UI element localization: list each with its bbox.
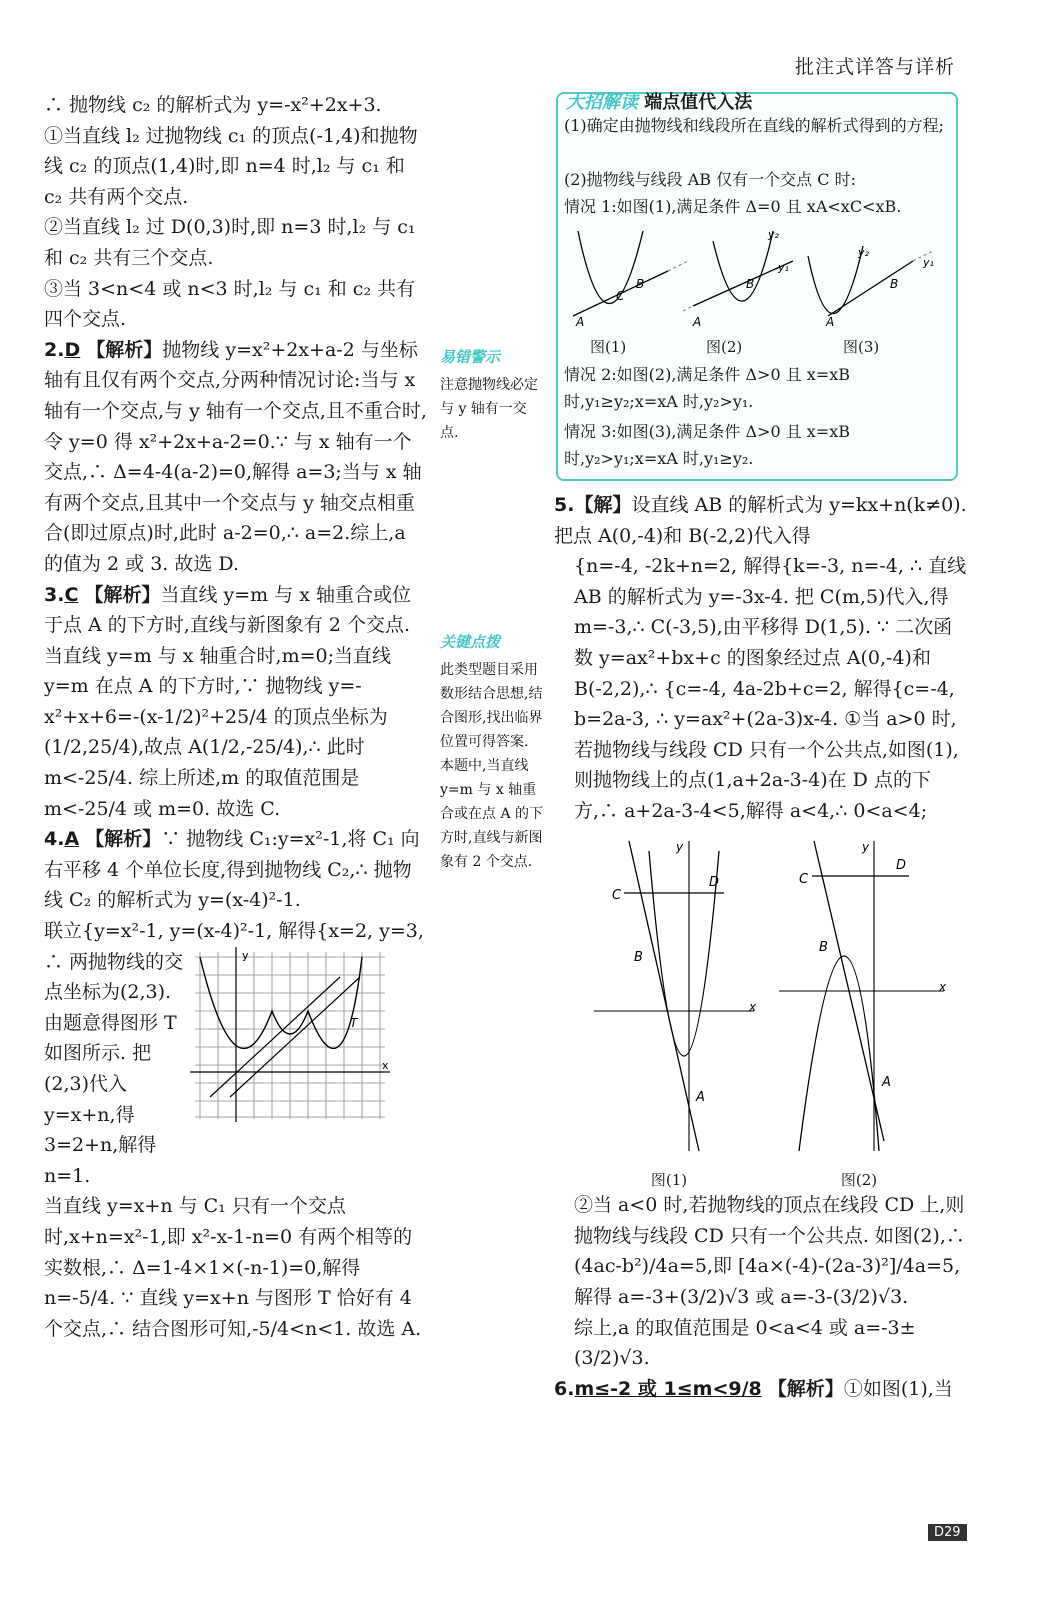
point-label: B <box>746 277 755 291</box>
answer-value: m≤-2 或 1≤m<9/8 <box>574 1377 762 1400</box>
question-text: 设直线 AB 的解析式为 y=kx+n(k≠0). 把点 A(0,-4)和 B(-2,2)代入得 <box>554 494 967 547</box>
analysis-tag: 【解析】 <box>85 828 162 851</box>
box-title-main: 大招解读 <box>566 92 638 113</box>
left-column <box>44 90 429 1344</box>
box-text: (1)确定由抛物线和线段所在直线的解析式得到的方程; <box>564 116 945 135</box>
method-tip-box <box>556 92 958 481</box>
text-line: ①当直线 l₂ 过抛物线 c₁ 的顶点(-1,4)和抛物线 c₂ 的顶点(1,4)时,即 n=4 时,l₂ 与 c₁ 和 c₂ 共有两个交点. <box>44 124 418 208</box>
box-text: 情况 1:如图(1),满足条件 Δ=0 且 xA<xC<xB. <box>564 197 902 216</box>
axis-label-y: y <box>676 839 684 854</box>
point-label: C <box>616 289 625 303</box>
answer-choice: A <box>64 828 80 851</box>
text-line: ③当 3<n<4 或 n<3 时,l₂ 与 c₁ 和 c₂ 共有四个交点. <box>44 277 416 331</box>
point-label: C <box>799 871 809 887</box>
figure-caption: 图(3) <box>843 338 880 356</box>
point-label: D <box>896 857 907 873</box>
question-number: 5. <box>554 494 575 516</box>
text-line: 当直线 y=x+n 与 C₁ 只有一个交点时,x+n=x²-1,即 x²-x-1-n=0 有两个相等的实数根,∴ Δ=1-4×1×(-n-1)=0,解得 n=-5/4. ∵ 直线 y=x+n 与图形 T 恰好有 4 个交点,∴ 结合图形可知,-5/4<n<1. 故选 A. <box>44 1195 422 1340</box>
question-text: ①如图(1),当 <box>843 1377 953 1400</box>
question-text: 抛物线 y=x²+2x+a-2 与坐标轴有且仅有两个交点,分两种情况讨论:当与 x 轴有一个交点,与 y 轴有一个交点,且不重合时,令 y=0 得 x²+2x+a-2=0.∵ 与 x 轴有一个交点,∴ Δ=4-4(a-2)=0,解得 a=3;当与 x 轴有两个交点,且其中一个交点与 y 轴交点相重合(即过原点)时,此时 a-2=0,∴ a=2.综上,a 的值为 2 或 3. 故选 D. <box>44 338 427 575</box>
axis-label-x: x <box>749 999 757 1014</box>
question-text: 当直线 y=m 与 x 轴重合或位于点 A 的下方时,直线与新图象有 2 个交点. 当直线 y=m 与 x 轴重合时,m=0;当直线 y=m 在点 A 的下方时,∵ 抛物线 y=-x²+x+6=-(x-1/2)²+25/4 的顶点坐标为(1/2,25/4),故点 A(1/2,-25/4),∴ 此时 m<-25/4. 综上所述,m 的取值范围是 m<-25/4 或 m=0. 故选 C. <box>44 583 412 820</box>
point-label: B <box>634 949 643 965</box>
axis-label-y: y <box>242 948 249 962</box>
text-line: 解得 a=-3+(3/2)√3 或 a=-3-(3/2)√3. <box>574 1285 909 1308</box>
point-label: A <box>696 1089 705 1105</box>
question-6 <box>554 1374 969 1405</box>
question-5 <box>554 490 969 551</box>
curve-label: y₁ <box>778 261 789 274</box>
text-line: 综上,a 的取值范围是 0<a<4 或 a=-3±(3/2)√3. <box>574 1316 916 1370</box>
note-text: 注意抛物线必定与 y 轴有一交点. <box>440 377 538 441</box>
point-label: B <box>890 277 899 291</box>
q5-graphs <box>574 831 954 1161</box>
axis-label-x: x <box>939 979 947 994</box>
figure-caption: 图(1) <box>590 338 627 356</box>
solution-tag: 【解】 <box>574 494 632 516</box>
question-number: 4. <box>44 828 65 851</box>
axis-label-x: x <box>382 1058 389 1072</box>
analysis-tag: 【解析】 <box>86 338 163 361</box>
margin-note-key <box>440 630 545 874</box>
note-title: 易错警示 <box>440 348 501 366</box>
text-line: ∴ 两抛物线的交点坐标为(2,3). 由题意得图形 T 如图所示. 把(2,3)代入 y=x+n,得 3=2+n,解得 n=1. <box>44 950 184 1187</box>
page-number: D29 <box>928 1524 967 1541</box>
box-diagrams <box>568 226 948 331</box>
text-line: ②当 a<0 时,若抛物线的顶点在线段 CD 上,则抛物线与线段 CD 只有一个公共点. 如图(2),∴ (4ac-b²)/4a=5,即 [4a×(-4)-(2a-3)²]/4a=5, <box>574 1194 965 1278</box>
box-text: 情况 2:如图(2),满足条件 Δ>0 且 x=xB 时,y₁≥y₂;x=xA 时,y₂>y₁. <box>564 365 851 411</box>
figure-label-t: T <box>350 1015 358 1030</box>
margin-note-warning <box>440 345 545 445</box>
question-number: 6. <box>554 1377 575 1400</box>
question-number: 3. <box>44 583 65 606</box>
axis-label-y: y <box>862 839 870 854</box>
figure-caption: 图(2) <box>840 1171 878 1190</box>
figure-caption: 图(1) <box>650 1171 688 1190</box>
point-label: A <box>826 315 835 329</box>
answer-choice: C <box>64 583 79 606</box>
box-text: 情况 3:如图(3),满足条件 Δ>0 且 x=xB 时,y₂>y₁;x=xA 时,y₁≥y₂. <box>564 422 851 468</box>
analysis-tag: 【解析】 <box>84 583 161 606</box>
point-label: B <box>636 277 645 291</box>
point-label: D <box>709 874 720 890</box>
text-line: ②当直线 l₂ 过 D(0,3)时,即 n=3 时,l₂ 与 c₁ 和 c₂ 共有三个交点. <box>44 216 416 269</box>
q5-figure-captions <box>574 1170 954 1190</box>
point-label: C <box>612 887 622 903</box>
text-line: ∴ 抛物线 c₂ 的解析式为 y=-x²+2x+3. <box>44 94 382 116</box>
answer-choice: D <box>64 338 81 361</box>
q4-row <box>44 947 429 1192</box>
question-3 <box>44 580 429 825</box>
point-label: B <box>819 939 828 955</box>
point-label: A <box>576 315 585 329</box>
curve-label: y₂ <box>768 228 779 241</box>
box-title <box>566 88 752 114</box>
note-title: 关键点拨 <box>440 633 501 651</box>
page-header: 批注式详答与详析 <box>794 56 955 78</box>
graph-figure-t <box>190 947 390 1122</box>
text-line: 联立{y=x²-1, y=(x-4)²-1, 解得{x=2, y=3, <box>44 920 424 943</box>
point-label: A <box>693 315 702 329</box>
note-text: 此类型题目采用数形结合思想,结合图形,找出临界位置可得答案. 本题中,当直线 y=m 与 x 轴重合或在点 A 的下方时,直线与新图象有 2 个交点. <box>440 662 544 870</box>
curve-label: y₁ <box>923 256 934 269</box>
question-2 <box>44 335 429 580</box>
figure-caption: 图(2) <box>706 338 743 356</box>
right-column <box>554 490 969 1404</box>
question-number: 2. <box>44 338 65 361</box>
curve-label: y₂ <box>858 246 869 259</box>
text-line: {n=-4, -2k+n=2, 解得{k=-3, n=-4, ∴ 直线 AB 的解析式为 y=-3x-4. 把 C(m,5)代入,得 m=-3,∴ C(-3,5),由平移得 D(1,5). ∵ 二次函数 y=ax²+bx+c 的图象经过点 A(0,-4)和 B(-2,2),∴ {c=-4, 4a-2b+c=2, 解得{c=-4, b=2a-3, ∴ y=ax²+(2a-3)x-4. ①当 a>0 时,若抛物线与线段 CD 只有一个公共点,如图(1),则抛物线上的点(1,a+2a-3-4)在 D 点的下方,∴ a+2a-3-4<5,解得 a<4,∴ 0<a<4; <box>574 555 967 822</box>
point-label: A <box>882 1074 891 1090</box>
question-4 <box>44 824 429 916</box>
analysis-tag: 【解析】 <box>767 1377 844 1400</box>
question-text: ∵ 抛物线 C₁:y=x²-1,将 C₁ 向右平移 4 个单位长度,得到抛物线 C₂,∴ 抛物线 C₂ 的解析式为 y=(x-4)²-1. <box>44 828 420 912</box>
box-title-sub: 端点值代入法 <box>644 92 753 113</box>
box-text: (2)抛物线与线段 AB 仅有一个交点 C 时: <box>564 170 856 189</box>
